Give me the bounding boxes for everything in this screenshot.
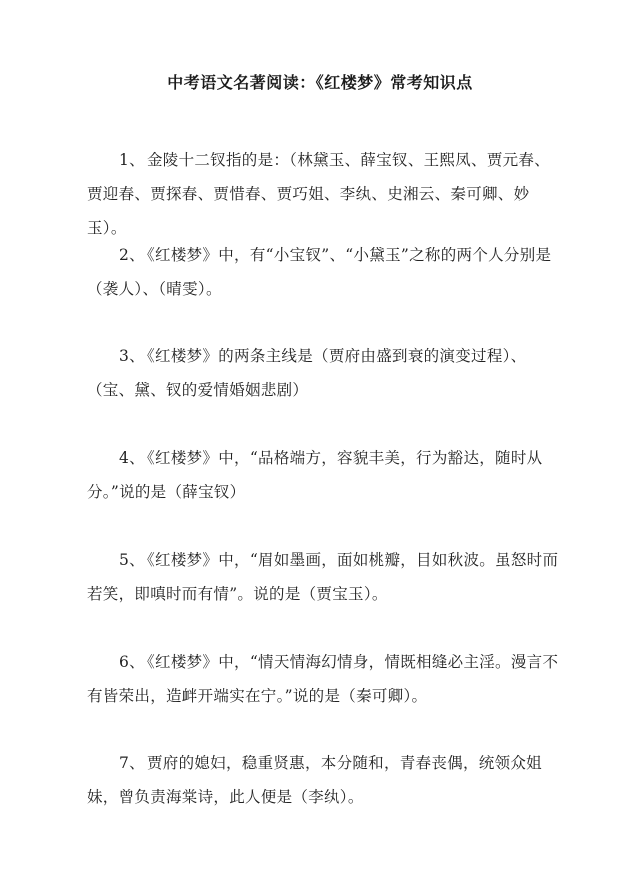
item-number: 3、	[119, 347, 145, 365]
document-title: 中考语文名著阅读：《红楼梦》常考知识点	[167, 73, 473, 92]
knowledge-item-1	[87, 143, 561, 245]
knowledge-item-2	[87, 238, 561, 306]
item-text: 《红楼梦》中，“眉如墨画，面如桃瓣，目如秋波。虽怒时而若笑，即嗔时而有情”。说的是（贾宝玉）。	[87, 551, 559, 603]
item-number: 4、	[119, 449, 145, 467]
item-text: 《红楼梦》中，“情天情海幻情身，情既相缝必主淫。漫言不有皆荣出，造衅开端实在宁。”说的是（秦可卿）。	[87, 653, 559, 705]
item-text: 贾府的媳妇，稳重贤惠，本分随和，青春丧偶，统领众姐妹，曾负责海棠诗，此人便是（李纨）。	[87, 754, 542, 806]
item-number: 7、	[119, 754, 145, 772]
item-text: 金陵十二钗指的是：（林黛玉、薛宝钗、王熙凤、贾元春、贾迎春、贾探春、贾惜春、贾巧姐、李纨、史湘云、秦可卿、妙玉）。	[87, 151, 551, 237]
item-text: 《红楼梦》的两条主线是（贾府由盛到衰的演变过程）、（宝、黛、钗的爱情婚姻悲剧）	[87, 347, 527, 399]
item-number: 1、	[119, 151, 145, 169]
item-number: 2、	[119, 246, 145, 264]
knowledge-item-4	[87, 441, 561, 509]
item-text: 《红楼梦》中，“品格端方，容貌丰美，行为豁达，随时从分。”说的是（薛宝钗）	[87, 449, 543, 501]
item-number: 6、	[119, 653, 145, 671]
item-number: 5、	[119, 551, 145, 569]
item-text: 《红楼梦》中，有“小宝钗”、“小黛玉”之称的两个人分别是（袭人）、（晴雯）。	[87, 246, 552, 298]
knowledge-item-6	[87, 645, 561, 713]
knowledge-item-5	[87, 543, 561, 611]
knowledge-item-3	[87, 339, 561, 407]
knowledge-item-7	[87, 746, 561, 814]
